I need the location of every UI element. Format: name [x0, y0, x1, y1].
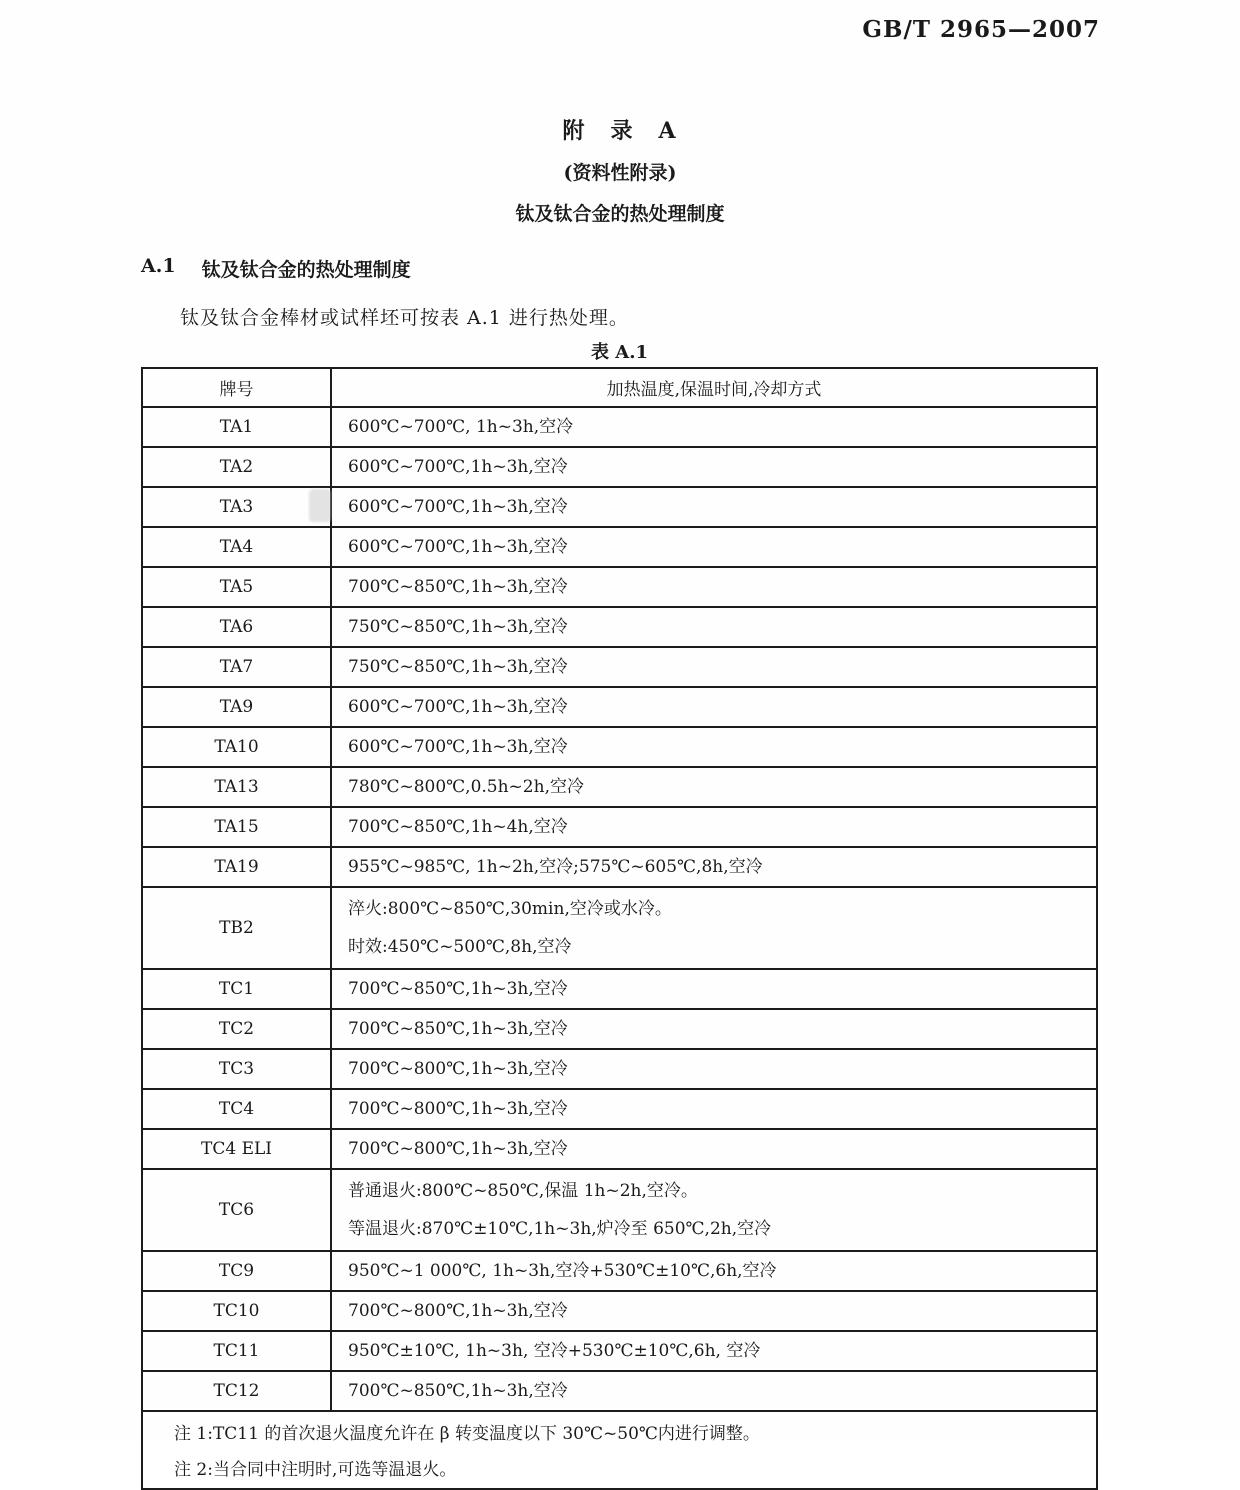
table-row [142, 447, 1097, 487]
treatment-cell [331, 1331, 1097, 1371]
treatment-cell [331, 1169, 1097, 1251]
intro-paragraph: 钛及钛合金棒材或试样坯可按表 A.1 进行热处理。 [180, 307, 629, 329]
grade-cell: TC4 ELI [142, 1129, 331, 1169]
treatment-line: 600℃~700℃,1h~3h,空冷 [348, 497, 568, 517]
treatment-line: 700℃~850℃,1h~3h,空冷 [348, 1381, 568, 1401]
table-row [142, 487, 1097, 527]
table-row [142, 767, 1097, 807]
table-caption: 表 A.1 [590, 342, 649, 363]
treatment-cell [331, 407, 1097, 447]
table-row [142, 1331, 1097, 1371]
treatment-line: 600℃~700℃,1h~3h,空冷 [348, 697, 568, 717]
treatment-line: 淬火:800℃~850℃,30min,空冷或水冷。 [348, 899, 672, 919]
table-body [142, 407, 1097, 1411]
treatment-line: 950℃±10℃, 1h~3h, 空冷+530℃±10℃,6h, 空冷 [348, 1341, 761, 1361]
treatment-cell [331, 607, 1097, 647]
grade-cell: TA13 [142, 767, 331, 807]
treatment-cell [331, 567, 1097, 607]
treatment-cell [331, 887, 1097, 969]
grade-cell: TC4 [142, 1089, 331, 1129]
table-header [142, 368, 1097, 407]
grade-cell: TC3 [142, 1049, 331, 1089]
grade-cell: TC9 [142, 1251, 331, 1291]
note-1: 注 1:TC11 的首次退火温度允许在 β 转变温度以下 30℃~50℃内进行调整。 [174, 1424, 760, 1444]
grade-cell: TA19 [142, 847, 331, 887]
treatment-cell [331, 447, 1097, 487]
treatment-line: 700℃~850℃,1h~3h,空冷 [348, 1019, 568, 1039]
treatment-line: 700℃~850℃,1h~4h,空冷 [348, 817, 568, 837]
treatment-cell [331, 1291, 1097, 1331]
table-row [142, 1169, 1097, 1251]
treatment-cell [331, 727, 1097, 767]
treatment-cell [331, 807, 1097, 847]
grade-cell: TA9 [142, 687, 331, 727]
grade-cell: TA5 [142, 567, 331, 607]
standard-number: GB/T 2965—2007 [862, 16, 1100, 43]
header-grade: 牌号 [142, 368, 331, 407]
heat-treatment-table [141, 367, 1098, 1490]
treatment-line: 750℃~850℃,1h~3h,空冷 [348, 657, 568, 677]
treatment-line: 700℃~800℃,1h~3h,空冷 [348, 1059, 568, 1079]
treatment-line: 时效:450℃~500℃,8h,空冷 [348, 937, 572, 957]
grade-cell: TC6 [142, 1169, 331, 1251]
table-header-row [142, 368, 1097, 407]
grade-cell: TC12 [142, 1371, 331, 1411]
grade-cell: TC11 [142, 1331, 331, 1371]
grade-cell: TB2 [142, 887, 331, 969]
grade-cell: TC1 [142, 969, 331, 1009]
note-2: 注 2:当合同中注明时,可选等温退火。 [174, 1460, 457, 1480]
appendix-subtitle: (资料性附录) [563, 162, 677, 184]
grade-cell: TA6 [142, 607, 331, 647]
treatment-cell [331, 1089, 1097, 1129]
treatment-line: 950℃~1 000℃, 1h~3h,空冷+530℃±10℃,6h,空冷 [348, 1261, 777, 1281]
treatment-line: 普通退火:800℃~850℃,保温 1h~2h,空冷。 [348, 1181, 698, 1201]
appendix-title-block [0, 114, 1240, 226]
treatment-line: 等温退火:870℃±10℃,1h~3h,炉冷至 650℃,2h,空冷 [348, 1219, 772, 1239]
treatment-cell [331, 847, 1097, 887]
treatment-line: 780℃~800℃,0.5h~2h,空冷 [348, 777, 584, 797]
appendix-title: 附 录 A [562, 118, 678, 144]
grade-cell: TC10 [142, 1291, 331, 1331]
grade-cell: TA7 [142, 647, 331, 687]
table-row [142, 847, 1097, 887]
section-title: 钛及钛合金的热处理制度 [201, 259, 411, 281]
treatment-line: 600℃~700℃,1h~3h,空冷 [348, 737, 568, 757]
table-row [142, 727, 1097, 767]
section-heading [141, 255, 411, 282]
treatment-cell [331, 1009, 1097, 1049]
table-notes [142, 1411, 1097, 1489]
table-row [142, 1049, 1097, 1089]
treatment-line: 700℃~800℃,1h~3h,空冷 [348, 1301, 568, 1321]
section-number: A.1 [141, 255, 176, 277]
table-row [142, 1291, 1097, 1331]
treatment-line: 700℃~800℃,1h~3h,空冷 [348, 1139, 568, 1159]
notes-cell [142, 1411, 1097, 1489]
treatment-cell [331, 969, 1097, 1009]
treatment-line: 600℃~700℃, 1h~3h,空冷 [348, 417, 574, 437]
table-row [142, 807, 1097, 847]
treatment-line: 600℃~700℃,1h~3h,空冷 [348, 457, 568, 477]
treatment-line: 700℃~850℃,1h~3h,空冷 [348, 979, 568, 999]
treatment-line: 700℃~800℃,1h~3h,空冷 [348, 1099, 568, 1119]
grade-cell: TA15 [142, 807, 331, 847]
table-row [142, 407, 1097, 447]
table-row [142, 1251, 1097, 1291]
table-row [142, 1129, 1097, 1169]
grade-cell: TA1 [142, 407, 331, 447]
table-row [142, 887, 1097, 969]
appendix-heading: 钛及钛合金的热处理制度 [515, 203, 725, 225]
treatment-cell [331, 487, 1097, 527]
table-row [142, 687, 1097, 727]
treatment-cell [331, 1251, 1097, 1291]
treatment-cell [331, 1371, 1097, 1411]
header-treatment: 加热温度,保温时间,冷却方式 [331, 368, 1097, 407]
grade-cell: TA2 [142, 447, 331, 487]
notes-row [142, 1411, 1097, 1489]
treatment-line: 750℃~850℃,1h~3h,空冷 [348, 617, 568, 637]
table-row [142, 1371, 1097, 1411]
treatment-cell [331, 767, 1097, 807]
scan-artifact [309, 489, 331, 522]
treatment-line: 600℃~700℃,1h~3h,空冷 [348, 537, 568, 557]
grade-cell: TA3 [142, 487, 331, 527]
treatment-cell [331, 1129, 1097, 1169]
treatment-line: 700℃~850℃,1h~3h,空冷 [348, 577, 568, 597]
treatment-cell [331, 687, 1097, 727]
table-row [142, 969, 1097, 1009]
grade-cell: TC2 [142, 1009, 331, 1049]
treatment-cell [331, 647, 1097, 687]
table-row [142, 1089, 1097, 1129]
treatment-line: 955℃~985℃, 1h~2h,空冷;575℃~605℃,8h,空冷 [348, 857, 763, 877]
table-row [142, 527, 1097, 567]
table-row [142, 1009, 1097, 1049]
grade-cell: TA4 [142, 527, 331, 567]
treatment-cell [331, 527, 1097, 567]
table-row [142, 567, 1097, 607]
grade-cell: TA10 [142, 727, 331, 767]
table-row [142, 647, 1097, 687]
table-row [142, 607, 1097, 647]
treatment-cell [331, 1049, 1097, 1089]
